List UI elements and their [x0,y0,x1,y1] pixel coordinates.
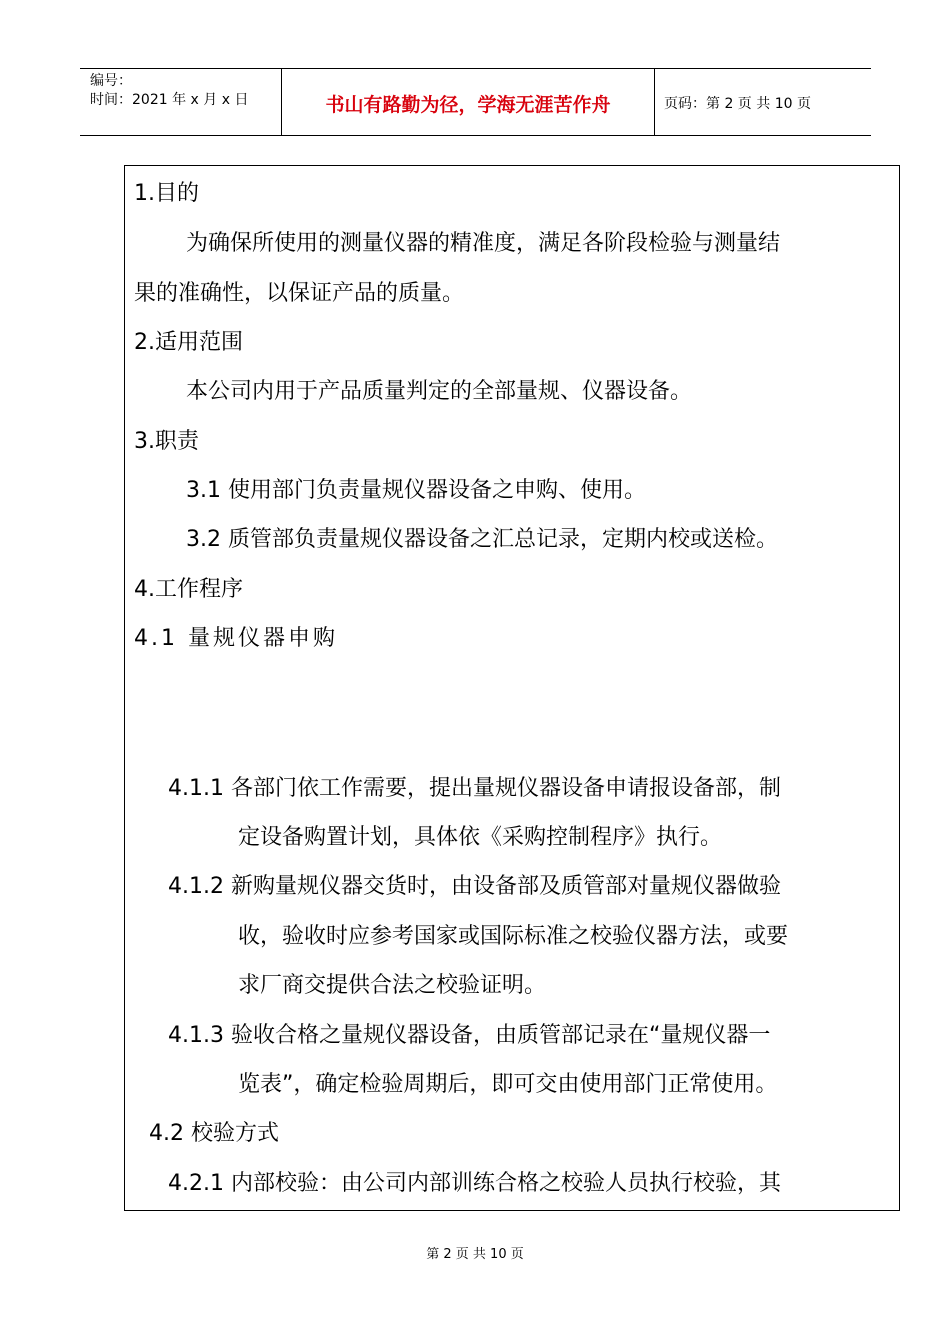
header-code-label: 编号： [90,73,132,89]
header-page-label: 页码：第 2 页 共 10 页 [664,96,811,112]
paragraph-line: 4.1.1 各部门依工作需要，提出量规仪器设备申请报设备部，制 [168,776,781,801]
header-top-rule [80,68,871,69]
paragraph-line: 3.2 质管部负责量规仪器设备之汇总记录，定期内校或送检。 [186,527,778,552]
section-heading-procedure: 4.工作程序 [134,577,243,602]
paragraph-line: 果的准确性，以保证产品的质量。 [134,281,465,306]
section-heading-scope: 2.适用范围 [134,330,243,355]
paragraph-line: 3.1 使用部门负责量规仪器设备之申购、使用。 [186,478,646,503]
section-heading-purpose: 1.目的 [134,181,199,206]
page-footer: 第 2 页 共 10 页 [426,1247,524,1262]
header-date-label: 时间：2021 年 x 月 x 日 [90,92,249,108]
header-bottom-rule [80,135,871,136]
header-divider [654,68,655,136]
paragraph-line: 定设备购置计划，具体依《采购控制程序》执行。 [238,825,723,850]
paragraph-line: 为确保所使用的测量仪器的精准度，满足各阶段检验与测量结 [186,231,781,256]
paragraph-line: 4.2.1 内部校验：由公司内部训练合格之校验人员执行校验，其 [168,1171,781,1196]
subsection-heading: 4.1 量规仪器申购 [134,626,338,651]
content-box [124,165,900,1211]
paragraph-line: 求厂商交提供合法之校验证明。 [238,973,547,998]
paragraph-line: 收，验收时应参考国家或国际标准之校验仪器方法，或要 [238,924,789,949]
paragraph-line: 本公司内用于产品质量判定的全部量规、仪器设备。 [186,379,693,404]
header-motto: 书山有路勤为径，学海无涯苦作舟 [325,94,611,116]
section-heading-duties: 3.职责 [134,429,199,454]
paragraph-line: 4.1.3 验收合格之量规仪器设备，由质管部记录在“量规仪器一 [168,1023,771,1048]
subsection-heading: 4.2 校验方式 [149,1121,279,1146]
paragraph-line: 4.1.2 新购量规仪器交货时，由设备部及质管部对量规仪器做验 [168,874,781,899]
paragraph-line: 览表”，确定检验周期后，即可交由使用部门正常使用。 [238,1072,778,1097]
